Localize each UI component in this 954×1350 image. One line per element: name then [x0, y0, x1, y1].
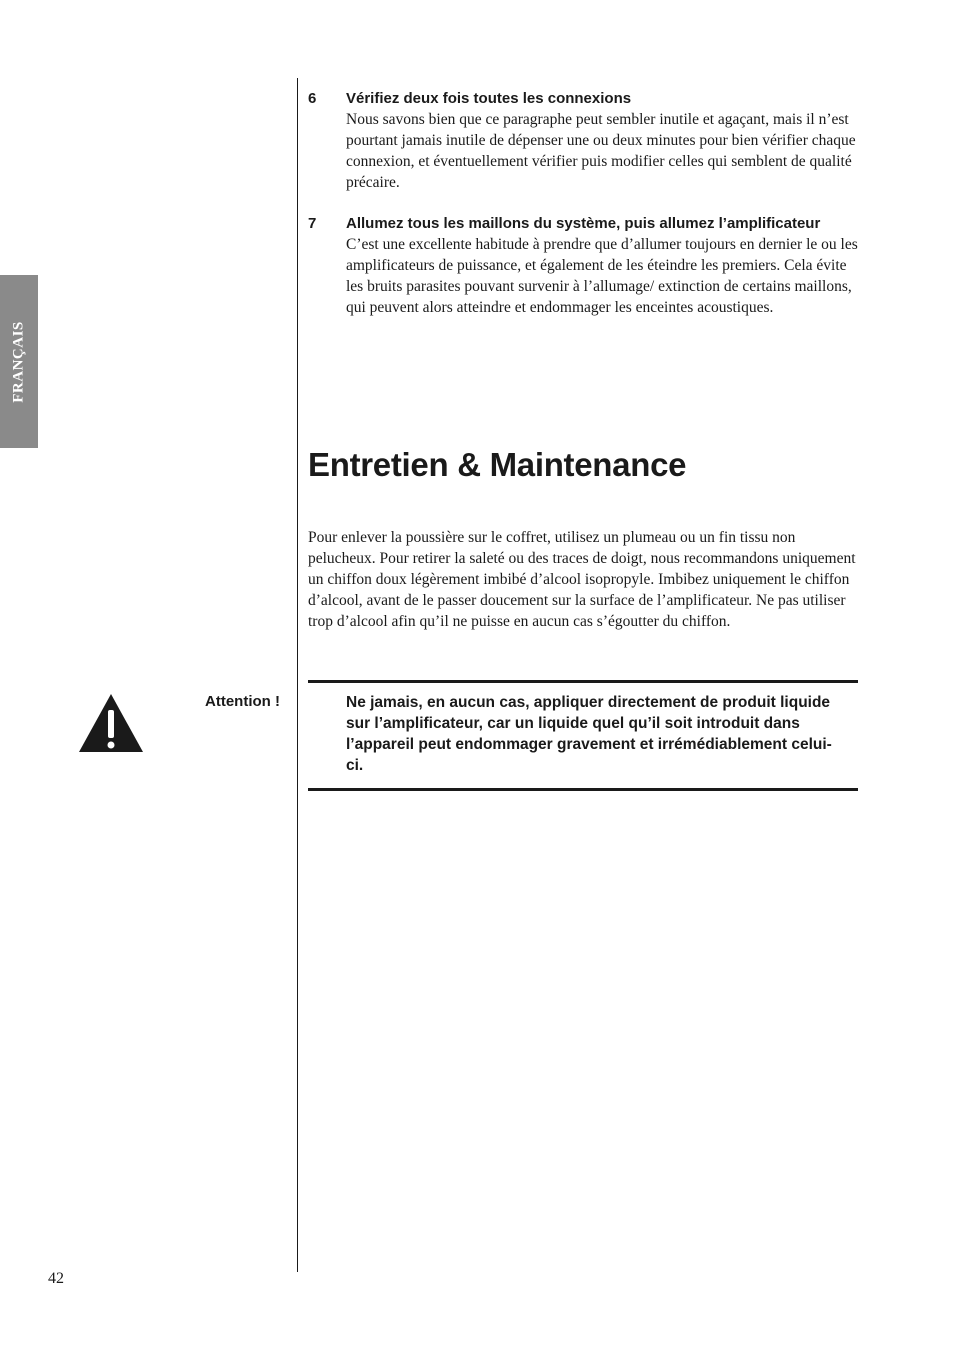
column-divider [297, 78, 298, 1272]
section-heading: Entretien & Maintenance [308, 446, 687, 483]
maintenance-paragraph: Pour enlever la poussière sur le coffret, utilisez un plumeau ou un fin tissu non pelucheux. Pour retirer la saleté ou des traces de doigt, nous recommandons uniquement un chiffon doux légèrement imbibé d’alcool isopropyle. Imbibez uniquement le chiffon d’alcool, avant de le passer doucement sur la surface de l’amplificateur. Ne pas utiliser trop d’alcool afin qu’il ne puisse en aucun cas s’égoutter du chiffon. [308, 529, 856, 630]
step-6 [308, 88, 860, 193]
step-number: 7 [308, 215, 317, 232]
warning-label: Attention ! [205, 693, 280, 710]
step-title: Allumez tous les maillons du système, puis allumez l’amplificateur [346, 215, 821, 232]
step-7 [308, 213, 860, 318]
language-tab [0, 275, 38, 448]
language-tab-label: FRANÇAIS [10, 320, 27, 403]
step-body: Nous savons bien que ce paragraphe peut sembler inutile et agaçant, mais il n’est pourtant jamais inutile de dépenser une ou deux minutes pour bien vérifier chaque connexion, et éventuellement vérifier puis modifier celles qui semblent de qualité précaire. [346, 111, 856, 191]
warning-triangle-icon [77, 692, 145, 759]
warning-top-rule [308, 680, 858, 683]
step-title: Vérifiez deux fois toutes les connexions [346, 90, 632, 107]
step-number: 6 [308, 90, 317, 107]
step-body: C’est une excellente habitude à prendre que d’allumer toujours en dernier le ou les amplificateurs de puissance, et également de les éteindre les premiers. Cela évite les bruits parasites pouvant survenir à l’allumage/ extinction de certains maillons, qui peuvent alors atteindre et endommager les enceintes acoustiques. [346, 236, 858, 316]
page-number: 42 [48, 1270, 64, 1287]
warning-bottom-rule [308, 788, 858, 791]
warning-text: Ne jamais, en aucun cas, appliquer directement de produit liquide sur l’amplificateur, car un liquide quel qu’il soit introduit dans l’appareil peut endommager gravement et irrémédiablement celui-ci. [346, 694, 832, 774]
